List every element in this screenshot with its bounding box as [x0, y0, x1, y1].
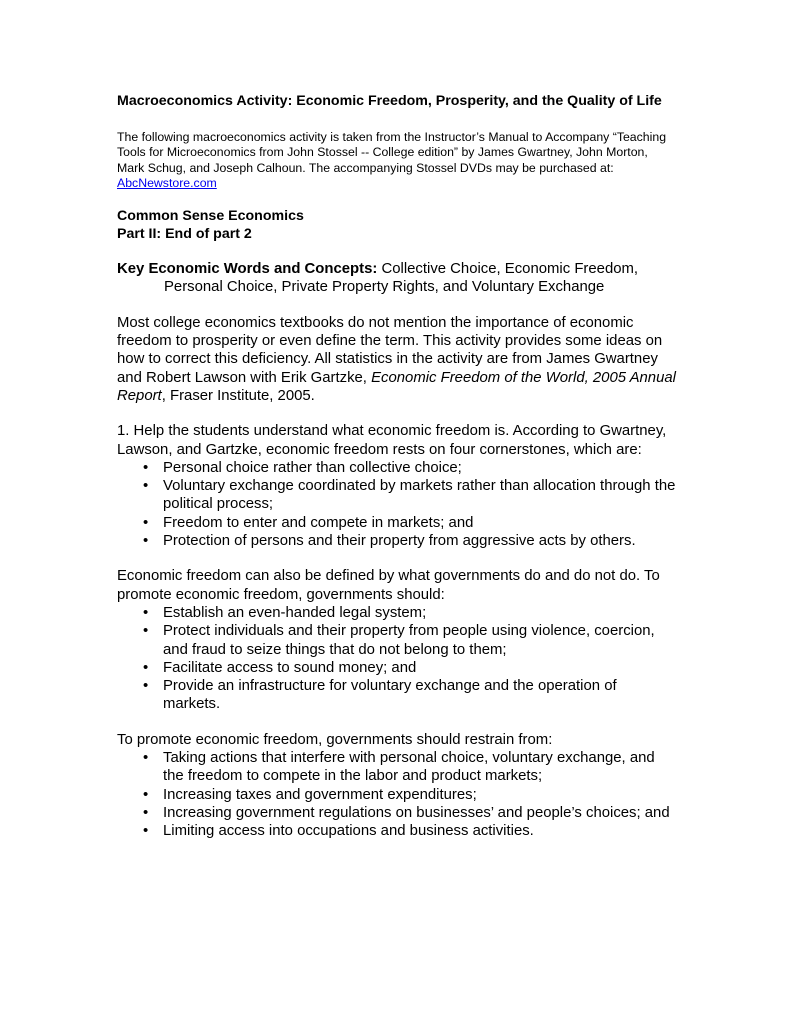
governments-should-text: Economic freedom can also be defined by what governments do and do not do. To promote economic freedom, governments should: [117, 568, 660, 603]
section-subtitle: Part II: End of part 2 [117, 226, 252, 243]
list-item: • Increasing taxes and government expenditures; [117, 786, 677, 804]
list-item: • Voluntary exchange coordinated by markets rather than allocation through the political process; [117, 477, 677, 514]
intro-paragraph [117, 130, 677, 191]
document-title: Macroeconomics Activity: Economic Freedom, Prosperity, and the Quality of Life [117, 93, 662, 109]
abcnewstore-link[interactable]: AbcNewstore.com [117, 175, 217, 190]
governments-should-list [117, 604, 677, 714]
report-title: Economic Freedom of the World, 2005 Annual Report [117, 369, 676, 404]
list-item: • Increasing government regulations on businesses’ and people’s choices; and [117, 804, 677, 822]
list-item: • Limiting access into occupations and business activities. [117, 822, 677, 840]
list-item: • Protection of persons and their property from aggressive acts by others. [117, 532, 677, 550]
list-item: • Freedom to enter and compete in markets; and [117, 514, 677, 532]
key-concepts-label: Key Economic Words and Concepts: [117, 261, 378, 278]
list-item: • Provide an infrastructure for voluntary exchange and the operation of markets. [117, 677, 677, 714]
section-heading [117, 207, 677, 243]
list-item: • Personal choice rather than collective choice; [117, 459, 677, 477]
document-page [117, 92, 677, 841]
list-item: • Establish an even-handed legal system; [117, 604, 677, 622]
para-text-after: , Fraser Institute, 2005. [161, 387, 315, 404]
key-concepts-list: Collective Choice, Economic Freedom, Personal Choice, Private Property Rights, and Voluntary Exchange [164, 261, 639, 296]
step-1-text: 1. Help the students understand what economic freedom is. According to Gwartney, Lawson, and Gartzke, economic freedom rests on four cornerstones, which are: [117, 423, 667, 458]
governments-restrain-list [117, 749, 677, 840]
cornerstones-list [117, 459, 677, 550]
para-text-before: Most college economics textbooks do not mention the importance of economic freedom to prosperity or even define the term. This activity provides some ideas on how to correct this deficiency. All statistics in the activity are from James Gwartney and Robert Lawson with Erik Gartzke, [117, 314, 663, 386]
key-concepts [117, 260, 677, 297]
intro-body-paragraph [117, 314, 677, 405]
intro-text: The following macroeconomics activity is taken from the Instructor’s Manual to Accompany “Teaching Tools for Microeconomics from John Stossel -- College edition” by James Gwartney, John Morton, Mark Schug, and Joseph Calhoun. The accompanying Stossel DVDs may be purchased at: [117, 130, 667, 175]
list-item: • Protect individuals and their property from people using violence, coercion, and fraud to seize things that do not belong to them; [117, 622, 677, 659]
governments-restrain-text: To promote economic freedom, governments should restrain from: [117, 731, 553, 748]
list-item: • Facilitate access to sound money; and [117, 659, 677, 677]
list-item: • Taking actions that interfere with personal choice, voluntary exchange, and the freedom to compete in the labor and product markets; [117, 749, 677, 786]
section-title: Common Sense Economics [117, 208, 304, 225]
